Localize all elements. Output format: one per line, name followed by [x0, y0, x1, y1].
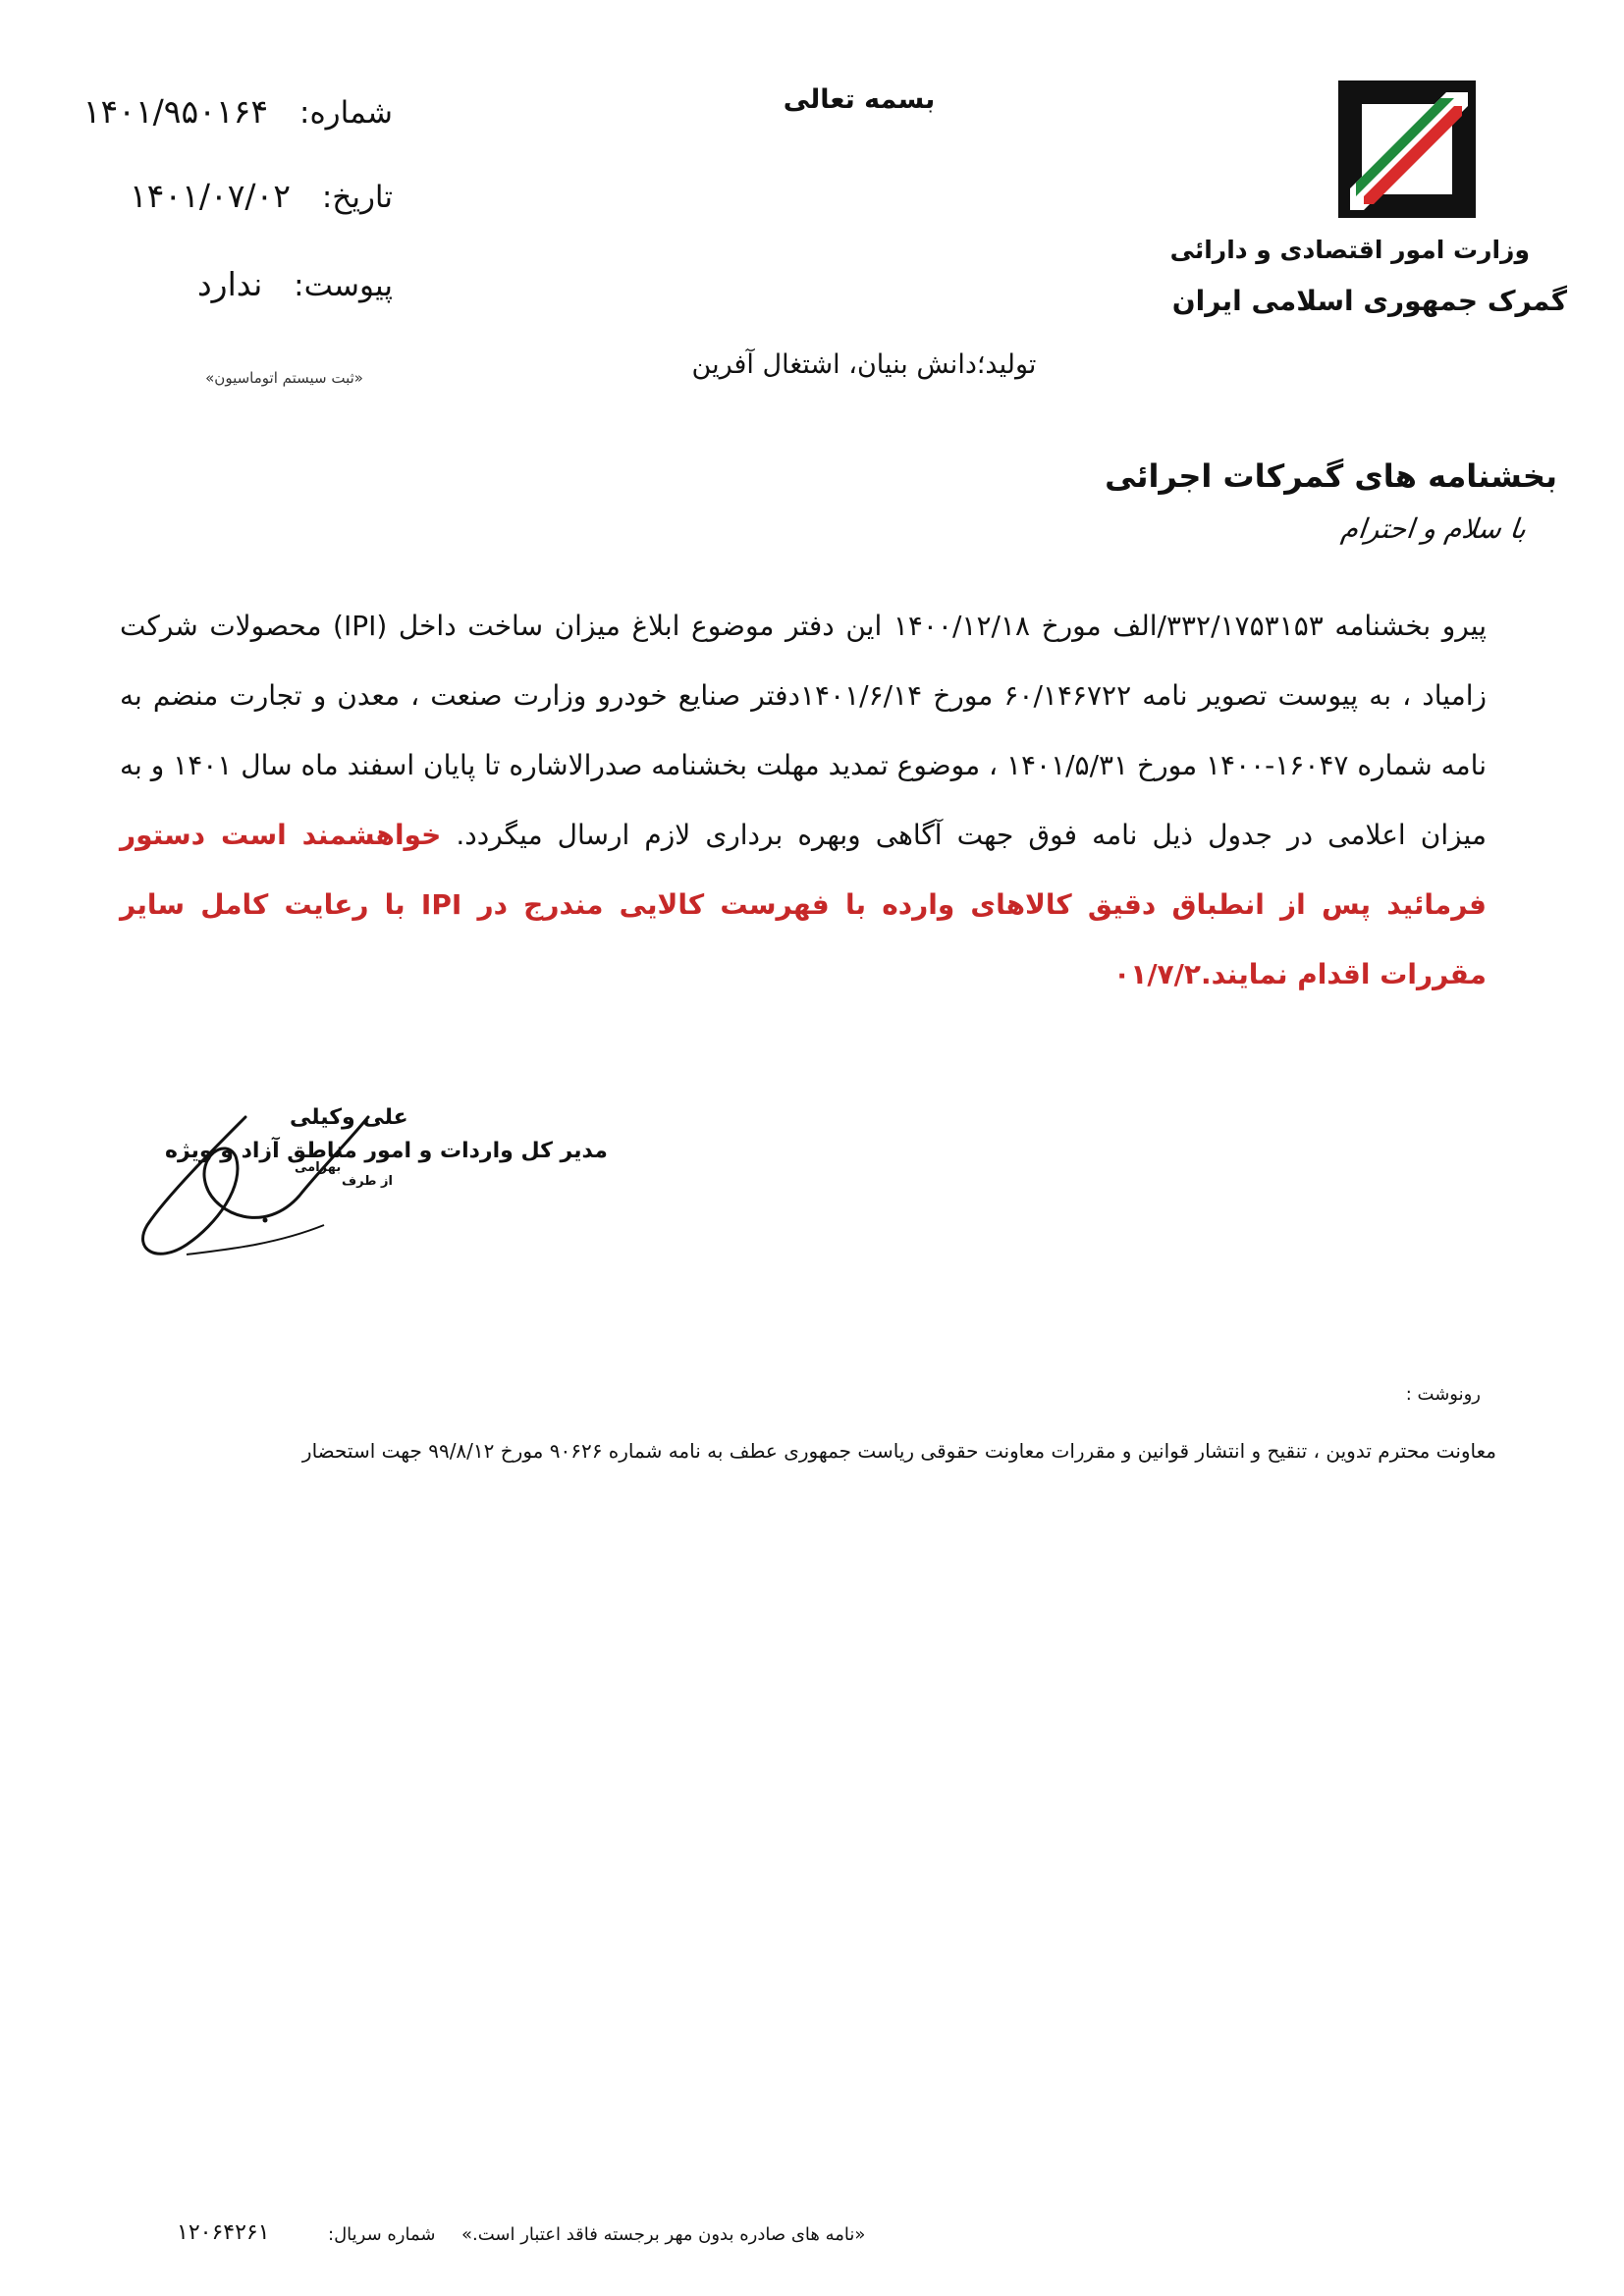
- slogan: تولید؛دانش بنیان، اشتغال آفرین: [691, 349, 1037, 380]
- serial-number-value: ۱۲۰۶۴۲۶۱: [177, 2220, 270, 2245]
- letter-attachment: [197, 265, 393, 303]
- footer-validity-note: «نامه های صادره بدون مهر برجسته فاقد اعتبار است.»: [461, 2224, 866, 2245]
- cc-label: رونوشت :: [1405, 1384, 1481, 1405]
- serial-number-label: شماره سریال:: [328, 2224, 436, 2245]
- letter-body: [120, 591, 1487, 1009]
- automation-registration-note: «ثبت سیستم اتوماسیون»: [205, 369, 363, 387]
- letter-body-instruction: خواهشمند است دستور فرمائید پس از انطباق دقیق کالاهای وارده با فهرست کالایی مندرج در IPI با رعایت کامل سایر مقررات اقدام نمایند.۰۱/۷/۲: [120, 819, 1487, 990]
- signature-signer: بهرامی: [295, 1160, 342, 1175]
- signatory-name: علی وکیلی: [290, 1105, 408, 1130]
- circular-title: بخشنامه های گمرکات اجرائی: [1105, 457, 1557, 495]
- signatory-title: مدیر کل واردات و امور مناطق آزاد و ویژه: [165, 1139, 608, 1163]
- letter-number-label: شماره:: [299, 95, 393, 131]
- letter-date-value: ۱۴۰۱/۰۷/۰۲: [129, 177, 291, 215]
- bismillah-heading: بسمه تعالی: [783, 84, 936, 115]
- letter-number: [83, 92, 393, 131]
- letter-number-value: ۱۴۰۱/۹۵۰۱۶۴: [82, 92, 269, 131]
- letter-date-label: تاریخ:: [321, 180, 393, 215]
- customs-logo-icon: [1330, 73, 1484, 226]
- letter-attachment-value: ندارد: [196, 265, 263, 303]
- signature-on-behalf: از طرف: [342, 1174, 393, 1189]
- greeting: با سلام و احترام: [1339, 512, 1528, 545]
- letter-date: [130, 177, 393, 215]
- letter-attachment-label: پیوست:: [294, 268, 393, 303]
- letter-body-text: پیرو بخشنامه ۳۳۲/۱۷۵۳۱۵۳/الف مورخ ۱۴۰۰/۱۲/۱۸ این دفتر موضوع ابلاغ میزان ساخت داخل (IPI) محصولات شرکت زامیاد ، به پیوست تصویر نامه ۶۰/۱۴۶۷۲۲ مورخ ۱۴۰۱/۶/۱۴دفتر صنایع خودرو وزارت صنعت ، معدن و تجارت منضم به نامه شماره ۱۶۰۴۷-۱۴۰۰ مورخ ۱۴۰۱/۵/۳۱ ، موضوع تمدید مهلت بخشنامه صدرالاشاره تا پایان اسفند ماه سال ۱۴۰۱ و به میزان اعلامی در جدول ذیل نامه فوق جهت آگاهی وبهره برداری لازم ارسال میگردد.: [120, 610, 1488, 851]
- cc-text: معاونت محترم تدوین ، تنقیح و انتشار قوانین و مقررات معاونت حقوقی ریاست جمهوری عطف به نامه شماره ۹۰۶۲۶ مورخ ۹۹/۸/۱۲ جهت استحضار: [301, 1439, 1496, 1463]
- ministry-name: وزارت امور اقتصادی و دارائی: [1169, 236, 1530, 264]
- customs-name: گمرک جمهوری اسلامی ایران: [1171, 285, 1567, 317]
